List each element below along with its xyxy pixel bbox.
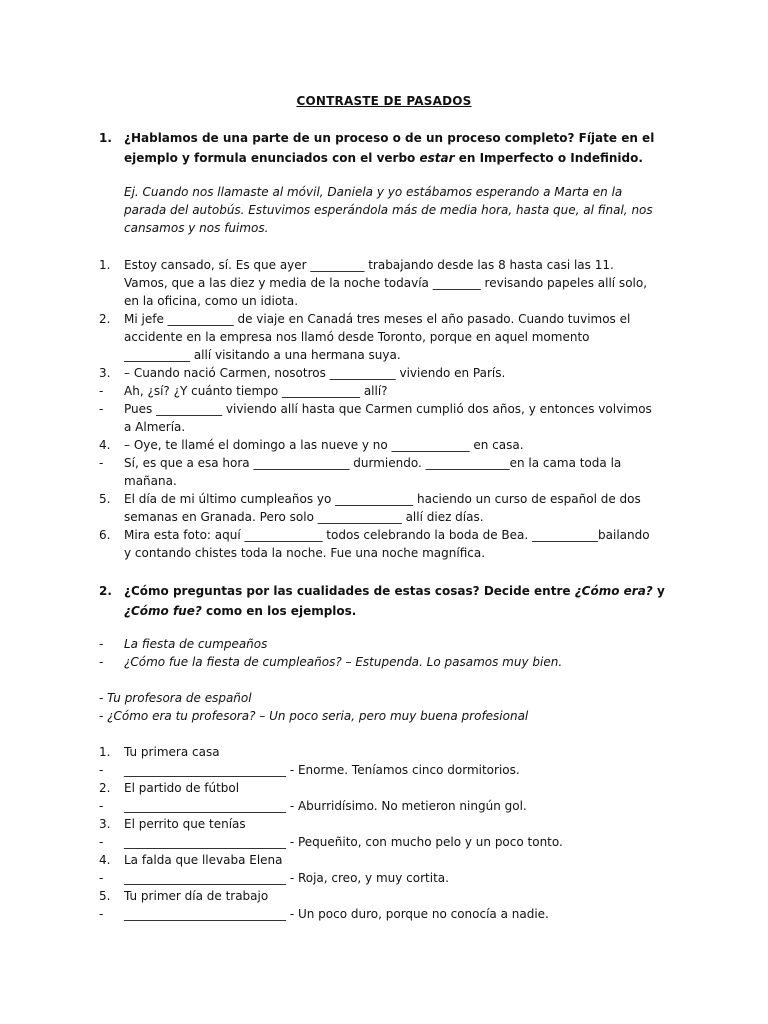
list-item-marker: 4. [99, 438, 111, 452]
list-item-marker: 1. [99, 745, 111, 759]
section-2-instruction-a: ¿Cómo preguntas por las cualidades de estas cosas? Decide entre [124, 584, 575, 598]
list-item-marker: 5. [99, 889, 111, 903]
list-item-marker: 6. [99, 528, 111, 542]
section-1-number: 1. [99, 131, 112, 145]
list-item [99, 490, 659, 526]
list-item-text: ¿Cómo fue la fiesta de cumpleaños? – Estupenda. Lo pasamos muy bien. [124, 655, 563, 669]
list-item-text: El día de mi último cumpleaños yo _____________ haciendo un curso de español de dos semanas en Granada. Pero solo ______________ allí diez días. [124, 492, 641, 524]
list-item-marker: - [99, 637, 104, 651]
example-line: - ¿Cómo era tu profesora? – Un poco seria, pero muy buena profesional [99, 709, 529, 723]
list-item [99, 833, 659, 851]
list-item [99, 869, 659, 887]
list-item [99, 310, 659, 364]
section-1-example: Ej. Cuando nos llamaste al móvil, Daniela y yo estábamos esperando a Marta en la parada del autobús. Estuvimos esperándola más de media hora, hasta que, al final, nos cansamos y nos fuimos. [124, 185, 653, 235]
list-item [99, 256, 659, 310]
list-item [99, 400, 659, 436]
section-2-instruction [124, 581, 679, 621]
list-item [99, 851, 659, 869]
list-item-marker: - [99, 907, 104, 921]
list-item-text: Mi jefe ___________ de viaje en Canadá tres meses el año pasado. Cuando tuvimos el accidente en la empresa nos llamó desde Toronto, porque en aquel momento ___________ allí visitando a una hermana suya. [124, 312, 631, 362]
list-item-text: Sí, es que a esa hora ________________ durmiendo. ______________en la cama toda la mañana. [124, 456, 622, 488]
section-1-instruction [124, 128, 679, 168]
document-title: CONTRASTE DE PASADOS [296, 94, 472, 108]
list-item-marker: - [99, 655, 104, 669]
list-item [99, 815, 659, 833]
list-item-text: Estoy cansado, sí. Es que ayer _________ trabajando desde las 8 hasta casi las 11. Vamos, que a las diez y media de la noche todavía ________ revisando papeles allí solo, en la oficina, como un idiota. [124, 258, 648, 308]
list-item-text: La falda que llevaba Elena [124, 853, 283, 867]
list-item-text: – Oye, te llamé el domingo a las nueve y no _____________ en casa. [124, 438, 524, 452]
list-item-text: Pues ___________ viviendo allí hasta que Carmen cumplió dos años, y entonces volvimos a Almería. [124, 402, 652, 434]
list-item-marker: 3. [99, 817, 111, 831]
list-item-marker: - [99, 402, 104, 416]
list-item-marker: 4. [99, 853, 111, 867]
list-item-marker: 2. [99, 781, 111, 795]
list-item-text: El partido de fútbol [124, 781, 240, 795]
list-item-marker: 5. [99, 492, 111, 506]
section-1-heading [99, 128, 679, 168]
section-1-instruction-verb: estar [419, 151, 455, 165]
list-item-marker: - [99, 384, 104, 398]
section-2-exercise-list [99, 743, 659, 923]
section-1-instruction-b: en Imperfecto o Indefinido. [454, 151, 643, 165]
list-item-marker: - [99, 799, 104, 813]
list-item [99, 635, 659, 653]
list-item-text: ___________________________ - Enorme. Teníamos cinco dormitorios. [124, 763, 520, 777]
section-1-instruction-a: ¿Hablamos de una parte de un proceso o de un proceso completo? Fíjate en el ejemplo y formula enunciados con el verbo [124, 131, 655, 165]
list-item-text: ___________________________ - Roja, creo, y muy cortita. [124, 871, 449, 885]
list-item-text: El perrito que tenías [124, 817, 246, 831]
section-2-number: 2. [99, 584, 112, 598]
section-2-heading [99, 581, 679, 621]
list-item [99, 454, 659, 490]
list-item-marker: - [99, 456, 104, 470]
section-2-instruction-mid: y [652, 584, 665, 598]
list-item [99, 743, 659, 761]
list-item [99, 761, 659, 779]
section-2-question-era: ¿Cómo era? [574, 584, 653, 598]
list-item-text: Tu primer día de trabajo [124, 889, 269, 903]
section-2-instruction-b: como en los ejemplos. [201, 604, 357, 618]
list-item-marker: - [99, 763, 104, 777]
list-item [99, 526, 659, 562]
list-item-text: ___________________________ - Aburridísimo. No metieron ningún gol. [124, 799, 527, 813]
list-item-text: ___________________________ - Pequeñito, con mucho pelo y un poco tonto. [124, 835, 563, 849]
list-item [99, 382, 659, 400]
list-item-text: Ah, ¿sí? ¿Y cuánto tiempo _____________ allí? [124, 384, 388, 398]
list-item-text: ___________________________ - Un poco duro, porque no conocía a nadie. [124, 907, 549, 921]
list-item [99, 653, 659, 671]
section-2-example-list-a [99, 635, 659, 671]
list-item [99, 436, 659, 454]
example-line: - Tu profesora de español [99, 691, 252, 705]
list-item-text: La fiesta de cumpeaños [124, 637, 268, 651]
list-item-text: Mira esta foto: aquí _____________ todos celebrando la boda de Bea. ___________bailando y contando chistes toda la noche. Fue una noche magnífica. [124, 528, 650, 560]
list-item [99, 887, 659, 905]
section-1-exercise-list [99, 256, 659, 562]
list-item [99, 905, 659, 923]
list-item-marker: 1. [99, 258, 111, 272]
list-item-marker: 2. [99, 312, 111, 326]
section-2-question-fue: ¿Cómo fue? [124, 604, 202, 618]
list-item-marker: - [99, 871, 104, 885]
list-item-marker: - [99, 835, 104, 849]
list-item-text: Tu primera casa [124, 745, 220, 759]
list-item-text: – Cuando nació Carmen, nosotros ___________ viviendo en París. [124, 366, 506, 380]
list-item [99, 797, 659, 815]
list-item-marker: 3. [99, 366, 111, 380]
section-2-example-list-b [99, 689, 659, 725]
list-item [99, 364, 659, 382]
list-item [99, 779, 659, 797]
